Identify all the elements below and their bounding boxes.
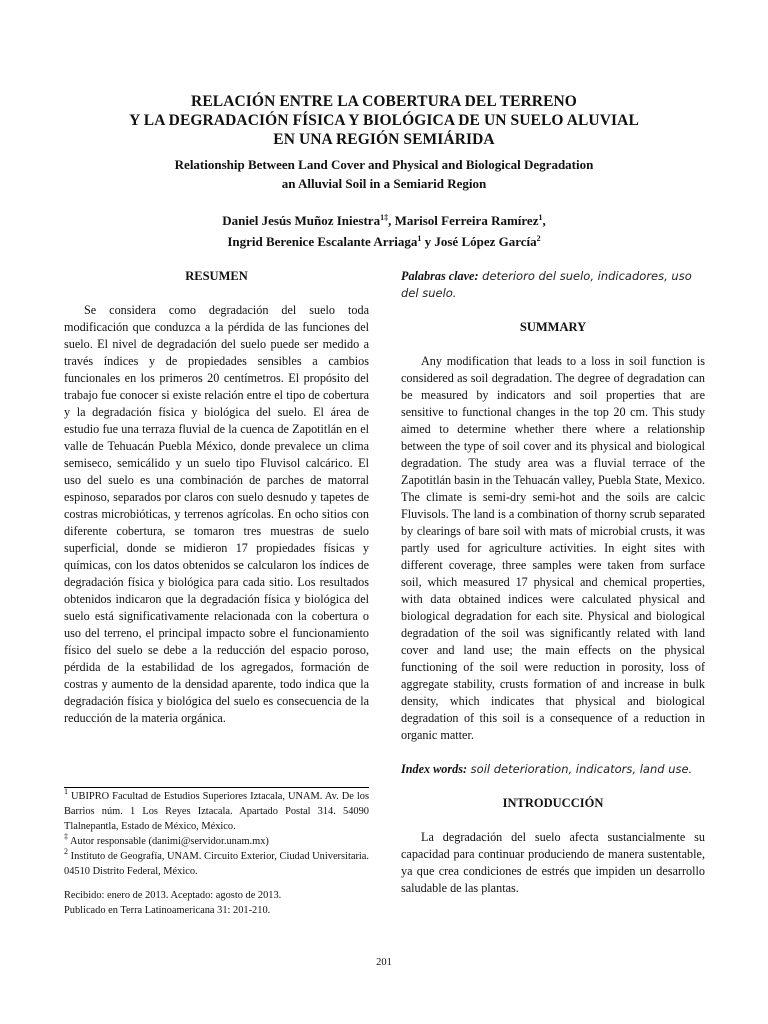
footnote-text: UBIPRO Facultad de Estudios Superiores Iztacala, UNAM. Av. De los Barrios núm. 1 Los Reyes Iztacala. Apartado Postal 314. 54090 Tlalnepantla, Estado de México, México. — [64, 791, 369, 832]
footnote-marker: 2 — [64, 847, 68, 856]
affiliation-marker: 1 — [538, 213, 543, 222]
footnote-text: Autor responsable (danimi@servidor.unam.mx) — [68, 836, 269, 847]
keywords-label: Palabras clave: — [401, 269, 479, 283]
footnote-text: Instituto de Geografía, UNAM. Circuito Exterior, Ciudad Universitaria. 04510 Distrito Federal, México. — [64, 851, 369, 877]
published-in: Publicado en Terra Latinoamericana 31: 201-210. — [64, 905, 271, 916]
author-name: , Marisol Ferreira Ramírez — [388, 213, 539, 228]
publication-dates — [64, 888, 369, 918]
footnote-marker: 1 — [64, 787, 68, 796]
author-separator: , — [542, 213, 546, 228]
author-name: y José López García — [421, 234, 537, 249]
title-line: EN UNA REGIÓN SEMIÁRIDA — [273, 131, 495, 148]
footnote-divider — [64, 787, 369, 788]
summary-text: Any modification that leads to a loss in soil function is considered as soil degradation. The degree of degradation can be measured by indicators and soil properties that are sensitive to functional changes in the top 20 cm. This study aimed to determine whether there where a relationship between the type of soil cover and its physical and biological degradation. The study area was a fluvial terrace of the Zapotitlán basin in the Tehuacán valley, Puebla State, Mexico. The climate is semi-dry semi-hot and the soils are calcic Fluvisols. The land is a combination of thorny scrub separated by clearings of bare soil with mats of microbial crusts, it was partly used for agriculture activities. In eight sites with different coverage, three samples were taken from surface soil, which measured 17 physical and chemical properties, with data obtained indices were calculated physical and biological degradation for each site. Physical and biological degradation of the soil was significantly related with land cover and land use; the main effects on the physical functioning of the soil were reduction in porosity, loss of aggregate stability, crusts formation of and increase in bulk density, which indicates that physical and biological degradation of this soil is a consequence of a reduction in organic matter. — [401, 354, 705, 742]
title-line: RELACIÓN ENTRE LA COBERTURA DEL TERRENO — [191, 93, 577, 110]
author-name: Ingrid Berenice Escalante Arriaga — [227, 234, 418, 249]
footnote — [64, 834, 369, 849]
author-line-2 — [0, 231, 768, 252]
palabras-clave — [401, 268, 705, 302]
resumen-section — [64, 268, 369, 727]
author-list — [0, 210, 768, 252]
author-line-1 — [0, 210, 768, 231]
article-title-spanish — [0, 92, 768, 149]
affiliation-marker: 1‡ — [380, 213, 389, 222]
subtitle-line: Relationship Between Land Cover and Physical and Biological Degradation — [174, 157, 594, 172]
footnote — [64, 849, 369, 879]
index-words — [401, 761, 705, 778]
keywords-text: deterioro del suelo, indicadores, uso del suelo. — [401, 269, 692, 300]
footnote — [64, 789, 369, 834]
introduccion-heading: INTRODUCCIÓN — [502, 796, 604, 810]
index-words-text: soil deterioration, indicators, land use. — [467, 762, 693, 776]
article-title-english — [0, 155, 768, 193]
received-date: Recibido: enero de 2013. Aceptado: agosto de 2013. — [64, 890, 282, 901]
affiliation-marker: 1 — [417, 234, 422, 243]
title-line: Y LA DEGRADACIÓN FÍSICA Y BIOLÓGICA DE UN SUELO ALUVIAL — [129, 112, 639, 129]
index-words-label: Index words: — [401, 762, 468, 776]
summary-heading: SUMMARY — [519, 320, 587, 334]
page-number: 201 — [376, 957, 392, 968]
resumen-text: Se considera como degradación del suelo toda modificación que conduzca a la pérdida de las funciones del suelo. El nivel de degradación del suelo puede ser medido a través índices y de propiedades sensibles a cambios funcionales en los primeros 20 centímetros. El propósito del trabajo fue conocer si existe relación entre el tipo de cobertura y la degradación física y biológica del suelo. El área de estudio fue una terraza fluvial de la cuenca de Zapotitlán en el valle de Tehuacán Puebla México, donde prevalece un clima semiseco, semicálido y un suelo tipo Fluvisol calcárico. El uso del suelo es una combinación de parches de matorral espinoso, separados por claros con suelo desnudo y tapetes de costras microbióticas, y terrenos agrícolas. En ocho sitios con diferente cobertura, se tomaron tres muestras de suelo superficial, donde se midieron 17 propiedades físicas y químicas, con los datos obtenidos se calcularon los índices de degradación física y biológica para cada sitio. Los resultados obtenidos indicaron que la degradación física y biológica del suelo está significativamente relacionada con la cobertura o uso del terreno, el principal impacto sobre el funcionamiento físico del suelo se debe a la reducción del espacio poroso, pérdida de la estabilidad de los agregados, formación de costras y aumento de la densidad aparente, todo indica que la degradación física y biológica del suelo es consecuencia de la reducción de la materia orgánica. — [64, 303, 369, 725]
resumen-heading: RESUMEN — [185, 269, 248, 283]
author-name: Daniel Jesús Muñoz Iniestra — [222, 213, 381, 228]
subtitle-line: an Alluvial Soil in a Semiarid Region — [281, 176, 487, 191]
footnotes — [64, 789, 369, 879]
footnote-marker: ‡ — [64, 832, 68, 841]
affiliation-marker: 2 — [536, 234, 541, 243]
introduccion-text: La degradación del suelo afecta sustancialmente su capacidad para continuar produciendo de manera sustentable, ya que crea condiciones de estrés que impiden un desarrollo saludable de las plantas. — [401, 830, 705, 895]
right-column — [401, 268, 705, 897]
